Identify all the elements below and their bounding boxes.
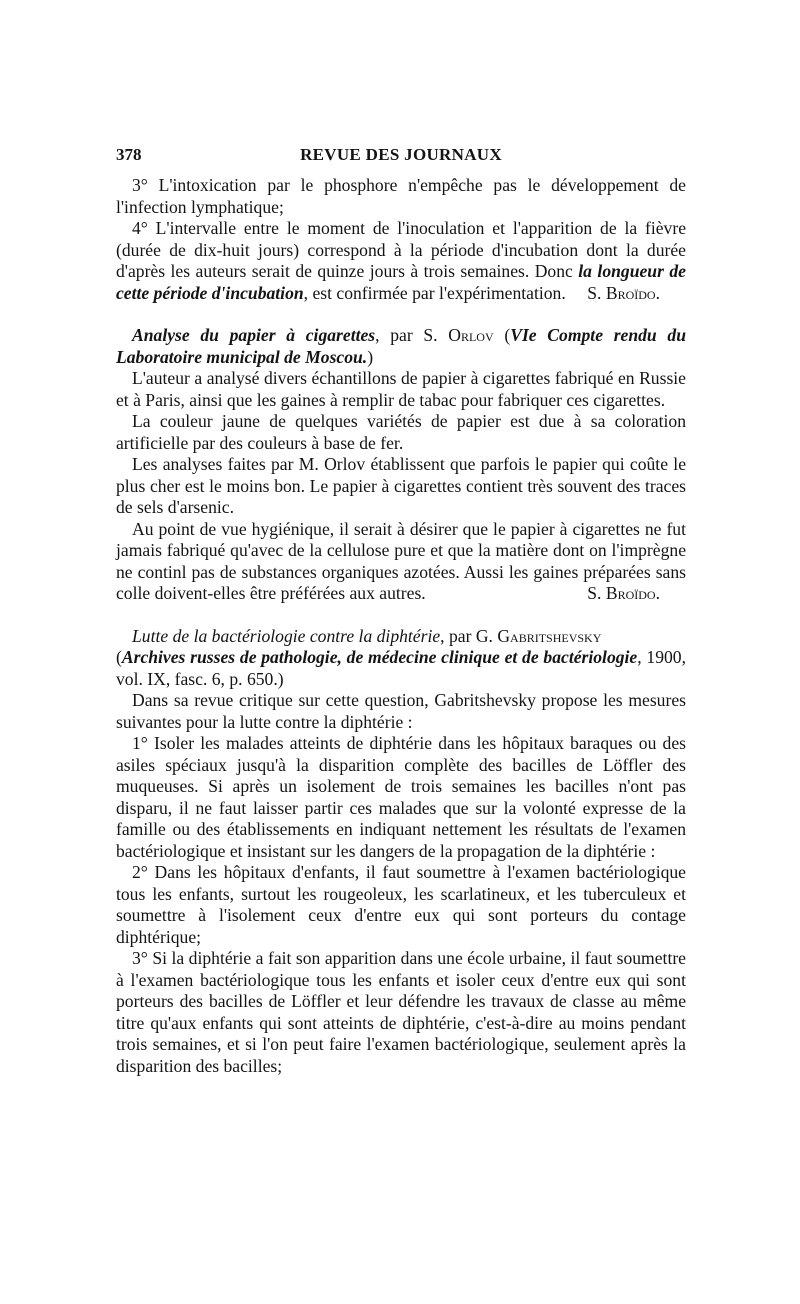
paren: ( (493, 325, 511, 345)
paragraph: 1° Isoler les malades atteints de diphtérie dans les hôpitaux baraques ou des asiles spéciaux jusqu'à la disparition complète des bacilles de Löffler des muqueuses. Si après un isolement de trois semaines les bacilles n'ont pas disparu, il ne faut laisser partir ces malades que sur la volonté expresse de la famille ou des établissements en indiquant nettement les résultats de l'examen bactériologique et insistant sur les dangers de la propagation de la diphtérie : (116, 733, 686, 861)
section-gap (116, 304, 686, 325)
running-title: REVUE DES JOURNAUX (300, 145, 502, 164)
page-body (116, 175, 686, 1077)
paragraph: Dans sa revue critique sur cette question, Gabritshevsky propose les mesures suivantes pour la lutte contre la diphtérie : (116, 690, 686, 732)
paragraph: Les analyses faites par M. Orlov établissent que parfois le papier qui coûte le plus cher est le moins bon. Le papier à cigarettes contient très souvent des traces de sels d'arsenic. (116, 454, 686, 517)
article-author: Gabritshevsky (497, 625, 602, 646)
emphasis-text: la longueur de cette période d'incubation (116, 261, 686, 303)
paragraph: 2° Dans les hôpitaux d'enfants, il faut soumettre à l'examen bactériologique tous les enfants, surtout les rougeoleux, les scarlatineux, et les tuberculeux et soumettre à l'isolement ceux d'entre eux qui sont porteurs du contage diphtérique; (116, 862, 686, 947)
signature (571, 283, 660, 305)
signature-name: Broïdo. (605, 583, 660, 603)
paragraph-text: , est confirmée par l'expérimentation. (303, 282, 566, 303)
paragraph-text: 4° L'intervalle entre le moment de l'inoculation et l'apparition de la fièvre (durée de dix-huit jours) correspond à la période d'incubation dont la durée d'après les auteurs serait de quinze jours à trois semaines. Donc (116, 218, 686, 281)
paragraph: L'auteur a analysé divers échantillons de papier à cigarettes fabriqué en Russie et à Paris, ainsi que les gaines à remplir de tabac pour fabriquer ces cigarettes. (116, 368, 686, 410)
article-source: Archives russes de pathologie, de médecine clinique et de bactériologie (121, 647, 638, 667)
paragraph (116, 519, 686, 605)
article-by: , par G. (440, 625, 498, 646)
article-source-details: , 1900, vol. IX, fasc. 6, p. 650.) (116, 647, 686, 689)
section-gap (116, 605, 686, 626)
article-title: Analyse du papier à cigarettes (132, 325, 376, 345)
article-heading (116, 325, 686, 368)
signature-name: Broïdo. (605, 282, 660, 303)
paragraph: La couleur jaune de quelques variétés de papier est due à sa coloration artificielle par des couleurs à base de fer. (116, 411, 686, 453)
running-header (116, 143, 686, 169)
paragraph: 3° Si la diphtérie a fait son apparition dans une école urbaine, il faut soumettre à l'examen bactériologique tous les enfants et isoler ceux d'entre eux qui sont porteurs des bacilles de Löffler et leur défendre les travaux de classe au même titre qu'aux enfants qui sont atteints de diphtérie, c'est-à-dire au moins pendant trois semaines, et si l'on peut faire l'examen bactériologique, seulement après la disparition des bacilles; (116, 948, 686, 1076)
article-heading (116, 626, 686, 648)
article-by: , par S. (375, 325, 449, 345)
paragraph: 3° L'intoxication par le phosphore n'empêche pas le développement de l'infection lymphatique; (116, 175, 686, 217)
article-source: VIe Compte rendu du Laboratoire municipal de Moscou. (116, 325, 686, 367)
signature-initial: S. (587, 282, 606, 303)
article-author: Orlov (448, 325, 494, 345)
page-number: 378 (116, 145, 142, 164)
paragraph-text: Au point de vue hygiénique, il serait à désirer que le papier à cigarettes ne fut jamais fabriqué qu'avec de la cellulose pure et que la matière dont on l'imprègne ne continl pas de substances organiques azotées. Aussi les gaines préparées sans colle doivent-elles être préférées aux autres. (116, 518, 686, 603)
paragraph (116, 218, 686, 304)
article-title: Lutte de la bactériologie contre la diphtérie (132, 625, 441, 646)
signature-initial: S. (587, 583, 606, 603)
paren: ) (367, 346, 374, 367)
article-source-line (116, 647, 686, 690)
paren: ( (116, 647, 122, 667)
signature (571, 583, 660, 605)
